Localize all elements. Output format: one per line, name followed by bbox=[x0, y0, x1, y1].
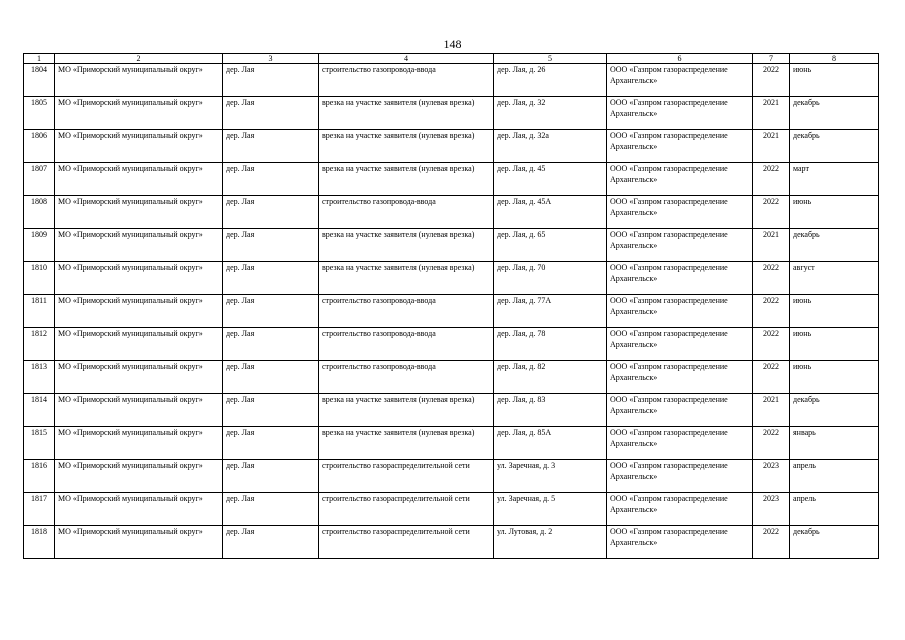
work-type-cell: строительство газораспределительной сети bbox=[319, 493, 494, 526]
work-type-cell: врезка на участке заявителя (нулевая врезка) bbox=[319, 130, 494, 163]
month-cell: июнь bbox=[790, 64, 879, 97]
month-cell: март bbox=[790, 163, 879, 196]
district-cell: МО «Приморский муниципальный округ» bbox=[55, 196, 223, 229]
settlement-cell: дер. Лая bbox=[223, 196, 319, 229]
table-row bbox=[24, 427, 879, 460]
year-cell: 2023 bbox=[753, 493, 790, 526]
row-number: 1816 bbox=[24, 460, 55, 493]
year-cell: 2022 bbox=[753, 262, 790, 295]
work-type-cell: врезка на участке заявителя (нулевая врезка) bbox=[319, 262, 494, 295]
organization-cell: ООО «Газпром газораспределение Архангельск» bbox=[607, 130, 753, 163]
settlement-cell: дер. Лая bbox=[223, 64, 319, 97]
address-cell: ул. Заречная, д. 3 bbox=[494, 460, 607, 493]
month-cell: декабрь bbox=[790, 229, 879, 262]
row-number: 1806 bbox=[24, 130, 55, 163]
work-type-cell: строительство газопровода-ввода bbox=[319, 64, 494, 97]
settlement-cell: дер. Лая bbox=[223, 427, 319, 460]
organization-cell: ООО «Газпром газораспределение Архангельск» bbox=[607, 163, 753, 196]
row-number: 1815 bbox=[24, 427, 55, 460]
district-cell: МО «Приморский муниципальный округ» bbox=[55, 526, 223, 559]
row-number: 1807 bbox=[24, 163, 55, 196]
table-row bbox=[24, 361, 879, 394]
organization-cell: ООО «Газпром газораспределение Архангельск» bbox=[607, 427, 753, 460]
address-cell: дер. Лая, д. 83 bbox=[494, 394, 607, 427]
district-cell: МО «Приморский муниципальный округ» bbox=[55, 361, 223, 394]
table-row bbox=[24, 328, 879, 361]
district-cell: МО «Приморский муниципальный округ» bbox=[55, 262, 223, 295]
settlement-cell: дер. Лая bbox=[223, 460, 319, 493]
table-body bbox=[24, 64, 879, 559]
district-cell: МО «Приморский муниципальный округ» bbox=[55, 130, 223, 163]
settlement-cell: дер. Лая bbox=[223, 97, 319, 130]
address-cell: дер. Лая, д. 65 bbox=[494, 229, 607, 262]
district-cell: МО «Приморский муниципальный округ» bbox=[55, 64, 223, 97]
address-cell: дер. Лая, д. 32 bbox=[494, 97, 607, 130]
address-cell: ул. Лутовая, д. 2 bbox=[494, 526, 607, 559]
row-number: 1818 bbox=[24, 526, 55, 559]
column-header-1: 1 bbox=[24, 54, 55, 64]
month-cell: июнь bbox=[790, 361, 879, 394]
row-number: 1814 bbox=[24, 394, 55, 427]
settlement-cell: дер. Лая bbox=[223, 493, 319, 526]
settlement-cell: дер. Лая bbox=[223, 328, 319, 361]
month-cell: декабрь bbox=[790, 526, 879, 559]
table-row bbox=[24, 526, 879, 559]
table-row bbox=[24, 196, 879, 229]
month-cell: апрель bbox=[790, 460, 879, 493]
organization-cell: ООО «Газпром газораспределение Архангельск» bbox=[607, 460, 753, 493]
year-cell: 2022 bbox=[753, 328, 790, 361]
month-cell: декабрь bbox=[790, 394, 879, 427]
column-header-8: 8 bbox=[790, 54, 879, 64]
settlement-cell: дер. Лая bbox=[223, 295, 319, 328]
district-cell: МО «Приморский муниципальный округ» bbox=[55, 229, 223, 262]
organization-cell: ООО «Газпром газораспределение Архангельск» bbox=[607, 97, 753, 130]
work-type-cell: строительство газопровода-ввода bbox=[319, 295, 494, 328]
organization-cell: ООО «Газпром газораспределение Архангельск» bbox=[607, 295, 753, 328]
address-cell: дер. Лая, д. 32а bbox=[494, 130, 607, 163]
work-type-cell: строительство газораспределительной сети bbox=[319, 526, 494, 559]
month-cell: декабрь bbox=[790, 97, 879, 130]
district-cell: МО «Приморский муниципальный округ» bbox=[55, 493, 223, 526]
address-cell: дер. Лая, д. 45 bbox=[494, 163, 607, 196]
district-cell: МО «Приморский муниципальный округ» bbox=[55, 295, 223, 328]
organization-cell: ООО «Газпром газораспределение Архангельск» bbox=[607, 394, 753, 427]
district-cell: МО «Приморский муниципальный округ» bbox=[55, 97, 223, 130]
month-cell: июнь bbox=[790, 196, 879, 229]
address-cell: дер. Лая, д. 45А bbox=[494, 196, 607, 229]
row-number: 1808 bbox=[24, 196, 55, 229]
work-type-cell: строительство газораспределительной сети bbox=[319, 460, 494, 493]
row-number: 1805 bbox=[24, 97, 55, 130]
column-header-3: 3 bbox=[223, 54, 319, 64]
table-row bbox=[24, 64, 879, 97]
settlement-cell: дер. Лая bbox=[223, 163, 319, 196]
month-cell: июнь bbox=[790, 295, 879, 328]
work-type-cell: строительство газопровода-ввода bbox=[319, 196, 494, 229]
month-cell: апрель bbox=[790, 493, 879, 526]
row-number: 1810 bbox=[24, 262, 55, 295]
organization-cell: ООО «Газпром газораспределение Архангельск» bbox=[607, 328, 753, 361]
year-cell: 2023 bbox=[753, 460, 790, 493]
table-row bbox=[24, 97, 879, 130]
work-type-cell: врезка на участке заявителя (нулевая врезка) bbox=[319, 394, 494, 427]
address-cell: дер. Лая, д. 70 bbox=[494, 262, 607, 295]
work-type-cell: строительство газопровода-ввода bbox=[319, 361, 494, 394]
work-type-cell: врезка на участке заявителя (нулевая врезка) bbox=[319, 163, 494, 196]
column-header-4: 4 bbox=[319, 54, 494, 64]
address-cell: дер. Лая, д. 85А bbox=[494, 427, 607, 460]
month-cell: январь bbox=[790, 427, 879, 460]
settlement-cell: дер. Лая bbox=[223, 229, 319, 262]
year-cell: 2022 bbox=[753, 526, 790, 559]
address-cell: дер. Лая, д. 77А bbox=[494, 295, 607, 328]
year-cell: 2022 bbox=[753, 163, 790, 196]
district-cell: МО «Приморский муниципальный округ» bbox=[55, 163, 223, 196]
year-cell: 2022 bbox=[753, 361, 790, 394]
district-cell: МО «Приморский муниципальный округ» bbox=[55, 328, 223, 361]
year-cell: 2021 bbox=[753, 394, 790, 427]
year-cell: 2022 bbox=[753, 64, 790, 97]
address-cell: дер. Лая, д. 78 bbox=[494, 328, 607, 361]
settlement-cell: дер. Лая bbox=[223, 262, 319, 295]
table-row bbox=[24, 394, 879, 427]
district-cell: МО «Приморский муниципальный округ» bbox=[55, 427, 223, 460]
address-cell: дер. Лая, д. 82 bbox=[494, 361, 607, 394]
settlement-cell: дер. Лая bbox=[223, 361, 319, 394]
organization-cell: ООО «Газпром газораспределение Архангельск» bbox=[607, 196, 753, 229]
district-cell: МО «Приморский муниципальный округ» bbox=[55, 394, 223, 427]
column-header-6: 6 bbox=[607, 54, 753, 64]
table-row bbox=[24, 163, 879, 196]
column-header-2: 2 bbox=[55, 54, 223, 64]
row-number: 1811 bbox=[24, 295, 55, 328]
year-cell: 2022 bbox=[753, 196, 790, 229]
row-number: 1809 bbox=[24, 229, 55, 262]
page-number: 148 bbox=[443, 37, 462, 51]
column-header-5: 5 bbox=[494, 54, 607, 64]
settlement-cell: дер. Лая bbox=[223, 130, 319, 163]
table-row bbox=[24, 493, 879, 526]
work-type-cell: врезка на участке заявителя (нулевая врезка) bbox=[319, 229, 494, 262]
address-cell: дер. Лая, д. 26 bbox=[494, 64, 607, 97]
table-row bbox=[24, 460, 879, 493]
month-cell: август bbox=[790, 262, 879, 295]
year-cell: 2021 bbox=[753, 97, 790, 130]
district-cell: МО «Приморский муниципальный округ» bbox=[55, 460, 223, 493]
table-row bbox=[24, 229, 879, 262]
organization-cell: ООО «Газпром газораспределение Архангельск» bbox=[607, 493, 753, 526]
organization-cell: ООО «Газпром газораспределение Архангельск» bbox=[607, 229, 753, 262]
year-cell: 2022 bbox=[753, 427, 790, 460]
organization-cell: ООО «Газпром газораспределение Архангельск» bbox=[607, 262, 753, 295]
table-row bbox=[24, 295, 879, 328]
work-type-cell: врезка на участке заявителя (нулевая врезка) bbox=[319, 427, 494, 460]
organization-cell: ООО «Газпром газораспределение Архангельск» bbox=[607, 361, 753, 394]
table-header-row bbox=[24, 54, 879, 64]
work-type-cell: строительство газопровода-ввода bbox=[319, 328, 494, 361]
row-number: 1817 bbox=[24, 493, 55, 526]
row-number: 1804 bbox=[24, 64, 55, 97]
month-cell: декабрь bbox=[790, 130, 879, 163]
table-row bbox=[24, 262, 879, 295]
month-cell: июнь bbox=[790, 328, 879, 361]
row-number: 1812 bbox=[24, 328, 55, 361]
row-number: 1813 bbox=[24, 361, 55, 394]
year-cell: 2022 bbox=[753, 295, 790, 328]
year-cell: 2021 bbox=[753, 130, 790, 163]
address-cell: ул. Заречная, д. 5 bbox=[494, 493, 607, 526]
organization-cell: ООО «Газпром газораспределение Архангельск» bbox=[607, 64, 753, 97]
gasification-schedule-table bbox=[23, 53, 879, 559]
column-header-7: 7 bbox=[753, 54, 790, 64]
work-type-cell: врезка на участке заявителя (нулевая врезка) bbox=[319, 97, 494, 130]
table-row bbox=[24, 130, 879, 163]
settlement-cell: дер. Лая bbox=[223, 526, 319, 559]
settlement-cell: дер. Лая bbox=[223, 394, 319, 427]
organization-cell: ООО «Газпром газораспределение Архангельск» bbox=[607, 526, 753, 559]
year-cell: 2021 bbox=[753, 229, 790, 262]
